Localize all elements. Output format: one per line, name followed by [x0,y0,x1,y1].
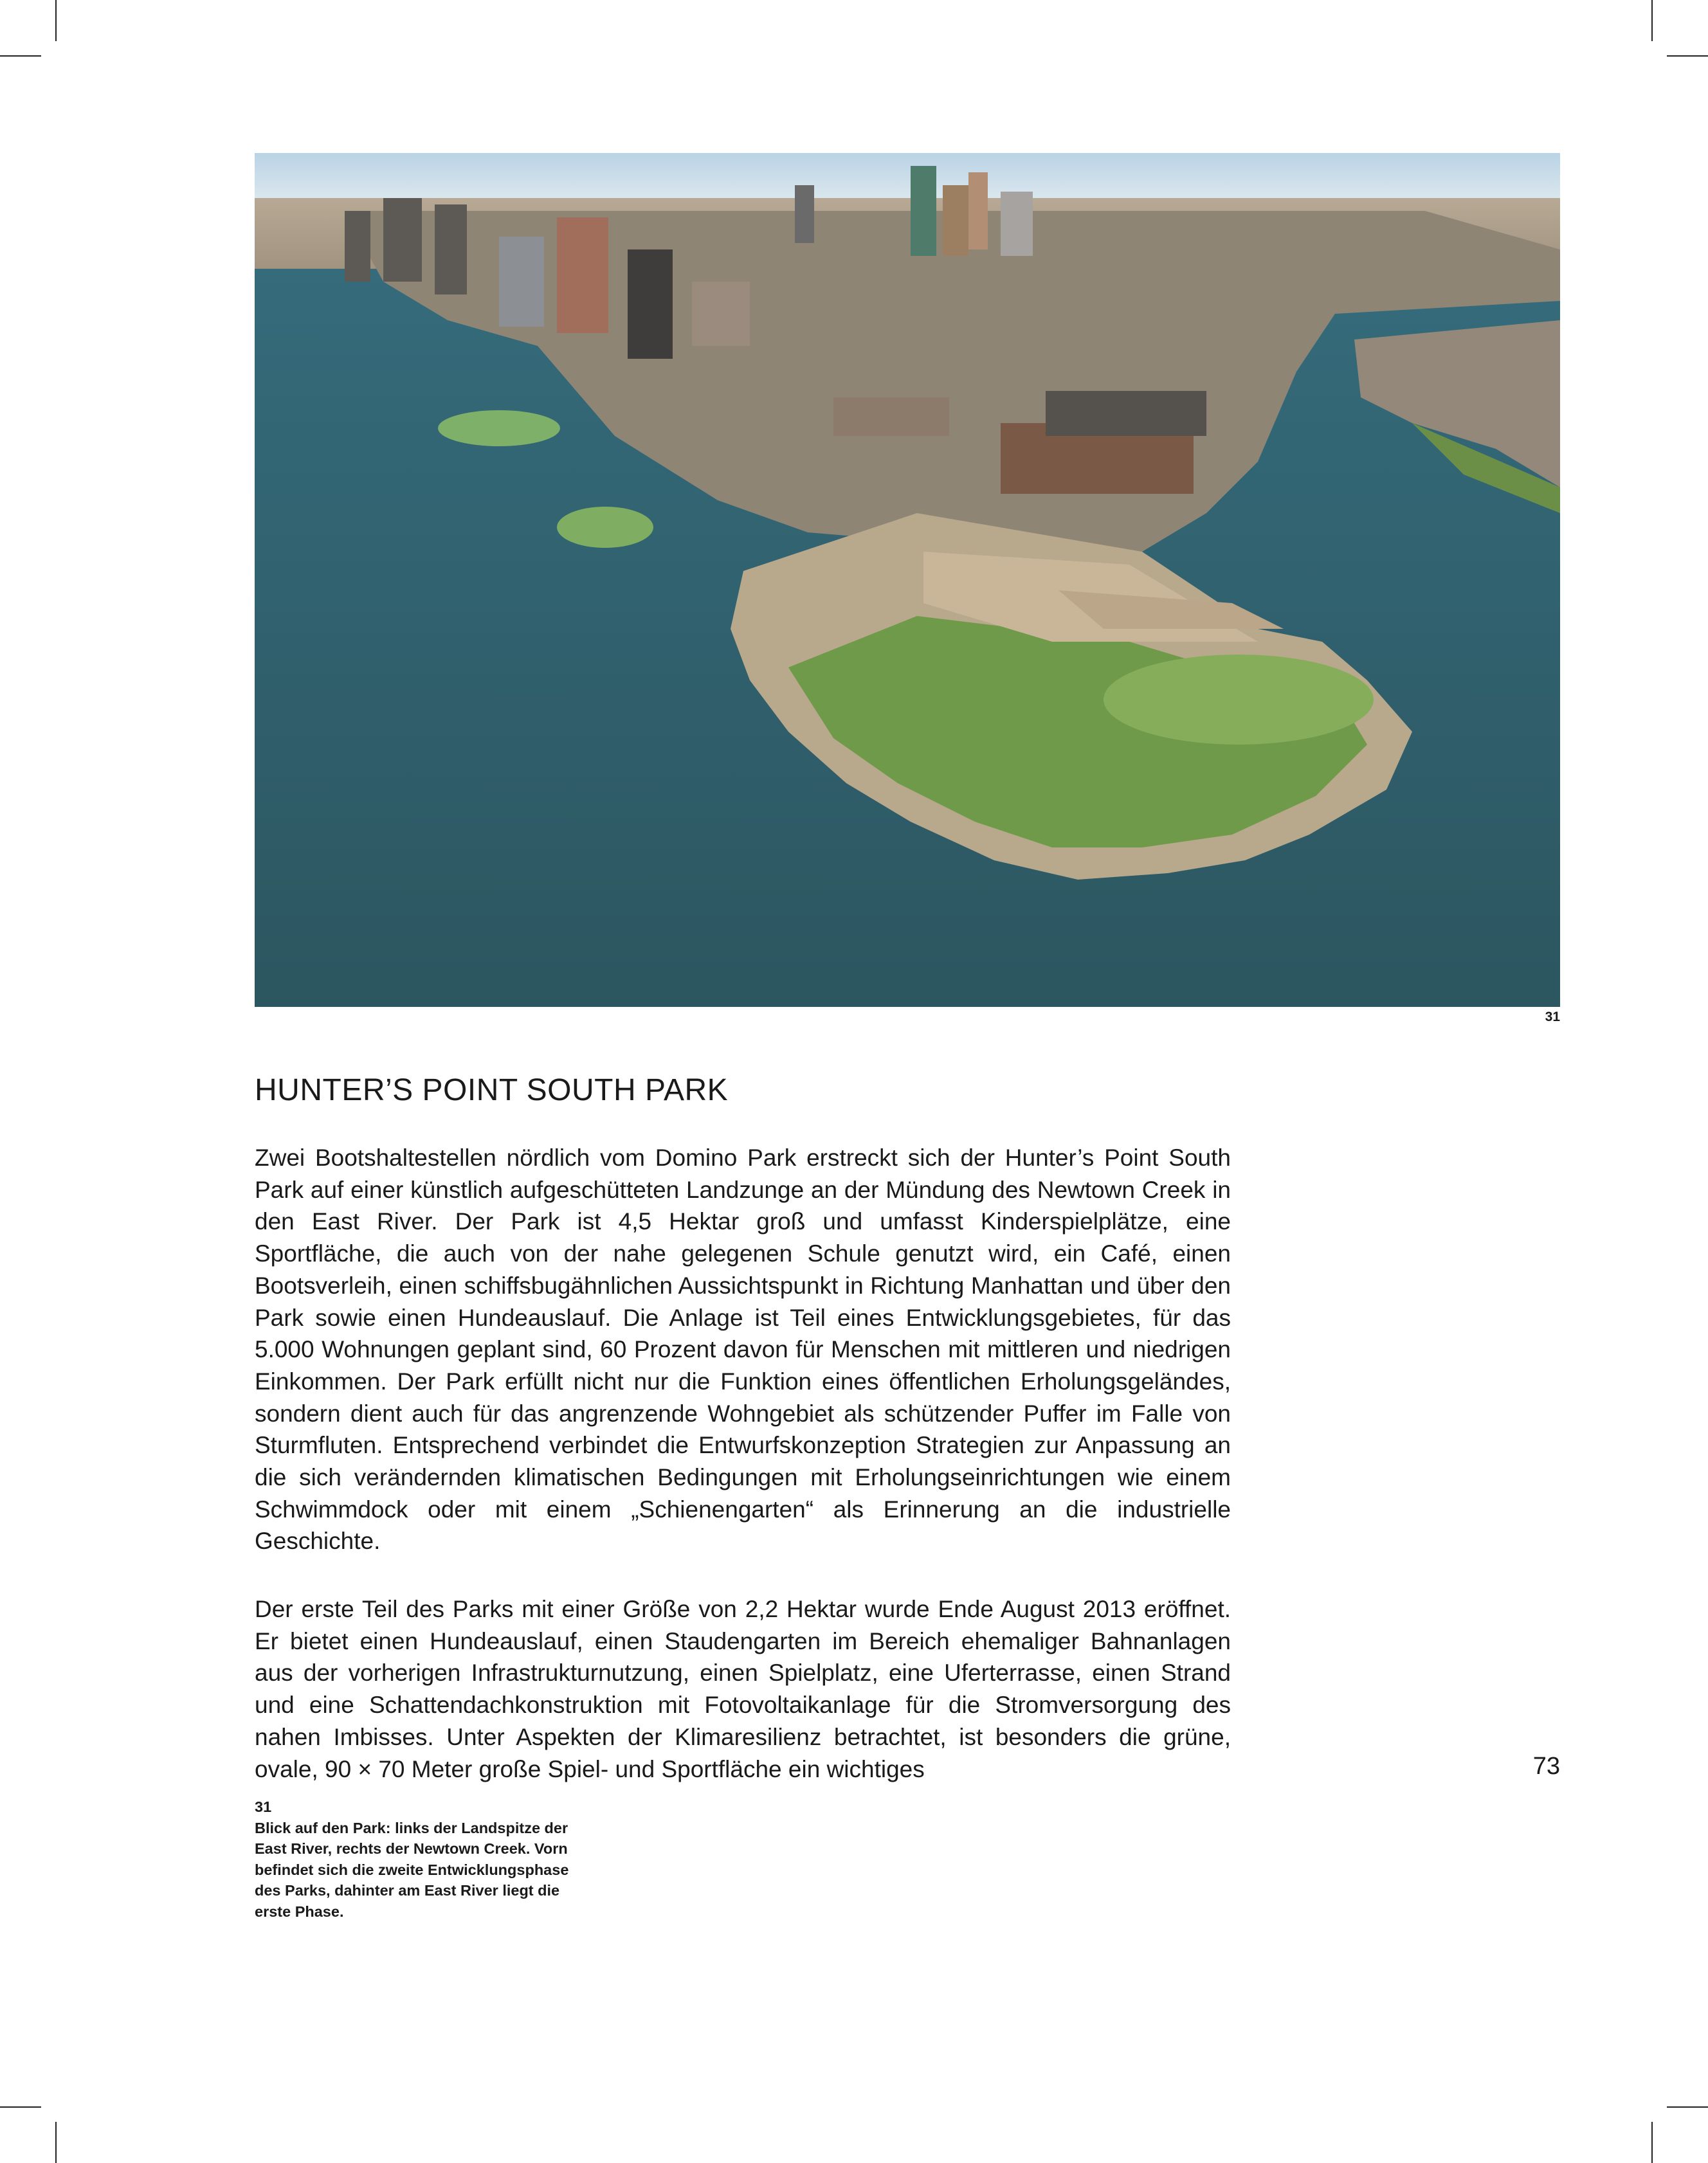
crop-mark [55,0,57,41]
figure-caption [255,1796,576,1922]
caption-number: 31 [255,1798,272,1815]
aerial-photo-illustration [255,153,1560,1007]
article-paragraph-2: Der erste Teil des Parks mit einer Größe von 2,2 Hektar wurde Ende August 2013 eröffnet. Er bietet einen Hundeauslauf, einen Staudengarten im Bereich ehemaliger Bahnanlagen aus der vorherigen Infrastrukturnutzung, einen Spielplatz, eine Uferterrasse, einen Strand und eine Schattendachkonstruktion mit Fotovoltaikanlage für die Stromversorgung des nahen Imbisses. Unter Aspekten der Klimaresilienz betrachtet, ist besonders die grüne, ovale, 90 × 70 Meter große Spiel- und Sportfläche ein wichtiges [255,1596,1231,1782]
crop-mark [1651,2122,1653,2163]
crop-mark [1667,55,1708,57]
crop-mark [0,55,41,57]
caption-text: Blick auf den Park: links der Landspitze der East River, rechts der Newtown Creek. Vorn befindet sich die zweite Entwicklungsphase des Parks, dahinter am East River liegt die erste Phase. [255,1819,569,1920]
crop-mark [55,2122,57,2163]
figure-number: 31 [1545,1009,1560,1024]
article-title: HUNTER’S POINT SOUTH PARK [255,1073,729,1107]
page-number: 73 [1532,1753,1560,1780]
article-paragraph-1: Zwei Bootshaltestellen nördlich vom Domino Park erstreckt sich der Hunter’s Point South Park auf einer künstlich aufgeschütteten Landzunge an der Mündung des Newtown Creek in den East River. Der Park ist 4,5 Hektar groß und umfasst Kinderspielplätze, eine Sportfläche, die auch von der nahe gelegenen Schule genutzt wird, ein Café, einen Bootsverleih, einen schiffsbugähnlichen Aussichtspunkt in Richtung Manhattan und über den Park sowie einen Hundeauslauf. Die Anlage ist Teil eines Entwicklungsgebietes, für das 5.000 Wohnungen geplant sind, 60 Prozent davon für Menschen mit mittleren und niedrigen Einkommen. Der Park erfüllt nicht nur die Funktion eines öffentlichen Erholungsgeländes, sondern dient auch für das angrenzende Wohngebiet als schützender Puffer im Falle von Sturmfluten. Entsprechend verbindet die Entwurfskonzeption Strategien zur Anpassung an die sich verändernden klimatischen Bedingungen mit Erholungseinrichtungen wie einem Schwimmdock oder mit einem „Schienengarten“ als Erinnerung an die industrielle Geschichte. [255,1145,1231,1555]
crop-mark [0,2106,41,2108]
crop-mark [1667,2106,1708,2108]
aerial-photo [255,153,1560,1007]
crop-mark [1651,0,1653,41]
